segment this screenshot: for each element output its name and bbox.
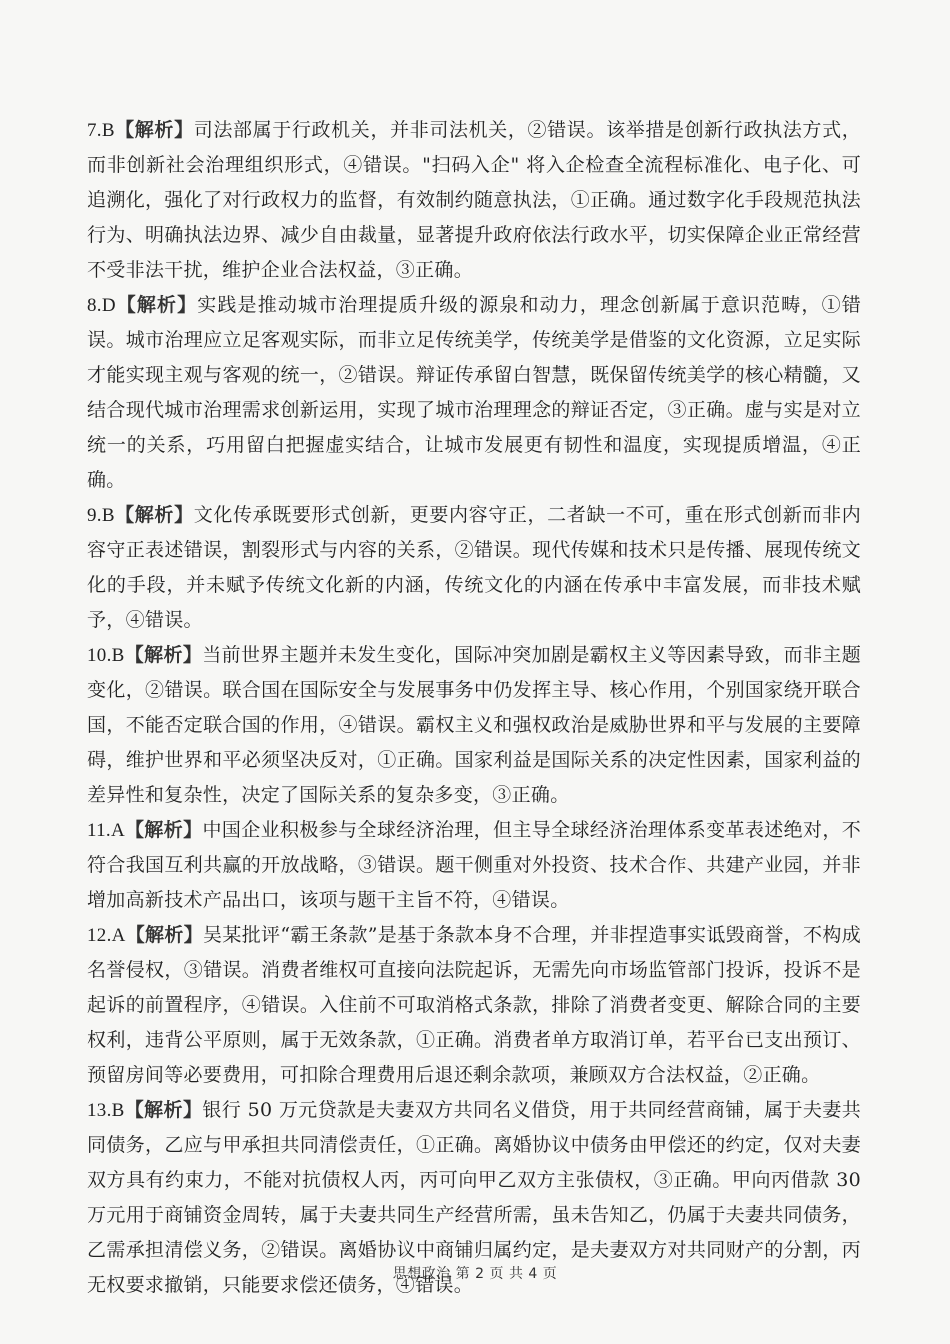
- answer-analysis-content: [87, 113, 861, 1303]
- analysis-text: 当前世界主题并未发生变化，国际冲突加剧是霸权主义等因素导致，而非主题变化，②错误。联合国在国际安全与发展事务中仍发挥主导、核心作用，个别国家绕开联合国，不能否定联合国的作用，④错误。霸权主义和强权政治是威胁世界和平与发展的主要障碍，维护世界和平必须坚决反对，①正确。国家利益是国际关系的决定性因素，国家利益的差异性和复杂性，决定了国际关系的复杂多变，③正确。: [87, 644, 861, 806]
- page-footer: 思想政治 第 2 页 共 4 页: [392, 1266, 558, 1282]
- analysis-text: 司法部属于行政机关，并非司法机关，②错误。该举措是创新行政执法方式，而非创新社会治理组织形式，④错误。"扫码入企" 将入企检查全流程标准化、电子化、可追溯化，强化了对行政权力的监督，有效制约随意执法，①正确。通过数字化手段规范执法行为、明确执法边界、减少自由裁量，显著提升政府依法行政水平，切实保障企业正常经营不受非法干扰，维护企业合法权益，③正确。: [87, 119, 862, 281]
- answer-number: 8.D: [87, 295, 116, 316]
- answer-number: 9.B: [87, 505, 115, 526]
- analysis-tag: 【解析】: [114, 504, 194, 526]
- analysis-tag: 【解析】: [125, 924, 204, 946]
- analysis-tag: 【解析】: [114, 119, 194, 141]
- analysis-tag: 【解析】: [124, 819, 203, 841]
- analysis-text: 中国企业积极参与全球经济治理，但主导全球经济治理体系变革表述绝对，不符合我国互利共赢的开放战略，③错误。题干侧重对外投资、技术合作、共建产业园，并非增加高新技术产品出口，该项与题干主旨不符，④错误。: [87, 819, 861, 911]
- analysis-text: 银行 50 万元贷款是夫妻双方共同名义借贷，用于共同经营商铺，属于夫妻共同债务，乙应与甲承担共同清偿责任，①正确。离婚协议中债务由甲偿还的约定，仅对夫妻双方具有约束力，不能对抗债权人丙，丙可向甲乙双方主张债权，③正确。甲向丙借款 30 万元用于商铺资金周转，属于夫妻共同生产经营所需，虽未告知乙，仍属于夫妻共同债务，乙需承担清偿义务，②错误。离婚协议中商铺归属约定，是夫妻双方对共同财产的分割，丙无权要求撤销，只能要求偿还债务，④错误。: [87, 1099, 862, 1296]
- analysis-tag: 【解析】: [124, 1099, 203, 1121]
- analysis-tag: 【解析】: [124, 644, 203, 666]
- answer-number: 13.B: [87, 1100, 125, 1121]
- analysis-text: 实践是推动城市治理提质升级的源泉和动力，理念创新属于意识范畴，①错误。城市治理应立足客观实际，而非立足传统美学，传统美学是借鉴的文化资源，立足实际才能实现主观与客观的统一，②错误。辩证传承留白智慧，既保留传统美学的核心精髓，又结合现代城市治理需求创新运用，实现了城市治理理念的辩证否定，③正确。虚与实是对立统一的关系，巧用留白把握虚实结合，让城市发展更有韧性和温度，实现提质增温，④正确。: [87, 294, 862, 491]
- answer-item-9: [87, 498, 861, 638]
- answer-item-10: [87, 638, 861, 813]
- answer-number: 12.A: [87, 925, 126, 946]
- answer-item-8: [87, 288, 861, 498]
- answer-item-12: [87, 918, 861, 1093]
- answer-item-7: [87, 113, 861, 288]
- answer-item-11: [87, 813, 861, 918]
- analysis-text: 吴某批评“霸王条款”是基于条款本身不合理，并非捏造事实诋毁商誉，不构成名誉侵权，③错误。消费者维权可直接向法院起诉，无需先向市场监管部门投诉，投诉不是起诉的前置程序，④错误。入住前不可取消格式条款，排除了消费者变更、解除合同的主要权利，违背公平原则，属于无效条款，①正确。消费者单方取消订单，若平台已支出预订、预留房间等必要费用，可扣除合理费用后退还剩余款项，兼顾双方合法权益，②正确。: [87, 924, 861, 1086]
- analysis-text: 文化传承既要形式创新，更要内容守正，二者缺一不可，重在形式创新而非内容守正表述错误，割裂形式与内容的关系，②错误。现代传媒和技术只是传播、展现传统文化的手段，并未赋予传统文化新的内涵，传统文化的内涵在传承中丰富发展，而非技术赋予，④错误。: [87, 504, 862, 631]
- answer-number: 11.A: [87, 820, 125, 841]
- analysis-tag: 【解析】: [115, 294, 198, 316]
- answer-number: 10.B: [87, 645, 125, 666]
- answer-number: 7.B: [87, 120, 115, 141]
